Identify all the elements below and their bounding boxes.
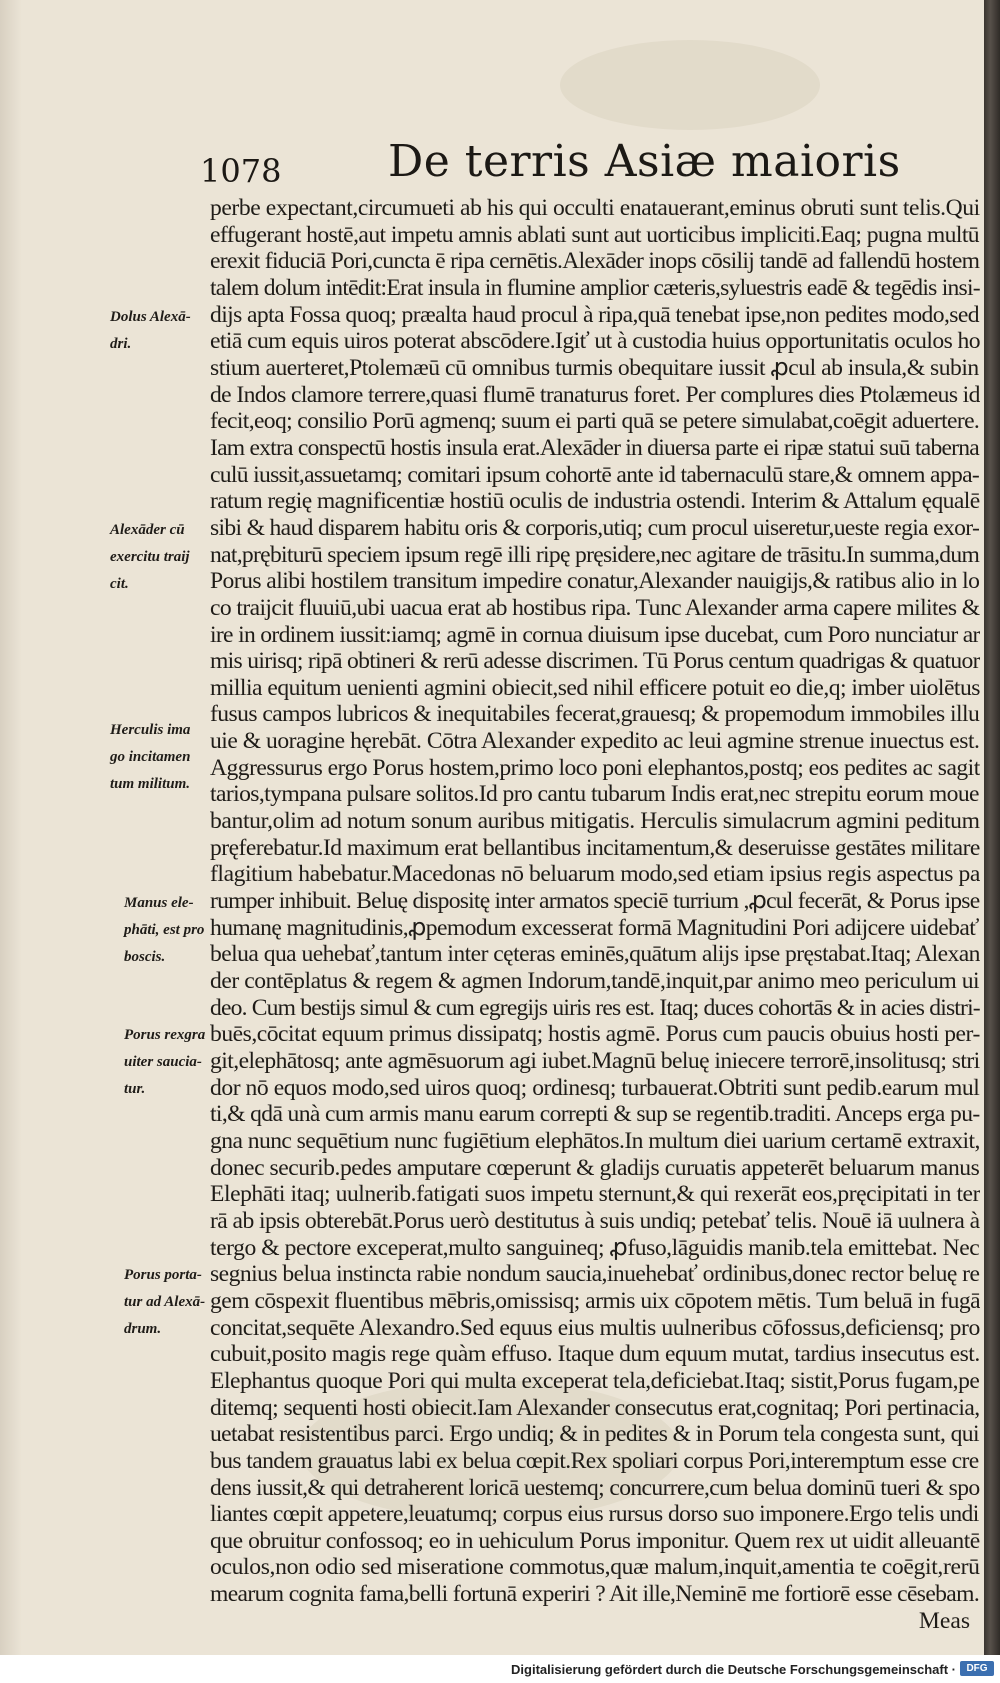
marginal-note-line: tum militum. <box>110 776 191 792</box>
dfg-logo: DFG <box>960 1661 994 1676</box>
text-line: liantes cœpit appetere,leuatumq; corpus eius rursus dorso suo imponere.Ergo telis undi <box>210 1501 979 1528</box>
text-line: dor nō equos modo,sed uiros quoq; ordinesq; turbauerat.Obtriti sunt pedib.earum mul <box>210 1074 980 1101</box>
marginal-note-dolus <box>110 304 208 358</box>
text-line: segnius belua instincta rabie nondum saucia,inuehebať ordinibus,donec rector beluę re <box>210 1261 980 1288</box>
marginal-note-line: tur. <box>124 1081 146 1097</box>
text-line: rā ab ipsis obterebāt.Porus uerò destitutus à suis undiq; petebať telis. Nouē iā uulnera à <box>210 1207 980 1234</box>
page-gutter-shadow <box>0 0 22 1655</box>
text-line: Porus alibi hostilem transitum impedire conatur,Alexander nauigijs,& ratibus alio in lo <box>210 568 980 595</box>
text-line: bus tandem grauatus labi ex belua cœpit.Rex spoliari corpus Pori,interemptum esse cre <box>210 1447 979 1474</box>
text-line: git,elephātosq; ante agmēsuorum agi iubet.Magnū beluę iniecere terrorē,insolitusq; stri <box>210 1048 980 1074</box>
text-line: de Indos clamore terrere,quasi flumē tranaturus foret. Per complures dies Ptolæmeus id <box>210 381 980 408</box>
text-line: Elephantus quoque Pori qui multa exceperat tela,deficiebat.Itaq; sistit,Porus fugam,pe <box>210 1367 980 1394</box>
text-line: ditemq; sequenti hosti obiecit.Iam Alexander consecutus erat,cognitaq; Pori pertinacia, <box>210 1394 980 1421</box>
text-line: talem dolum intēdit:Erat insula in flumine amplior cæteris,syluestris eadē & tegēdis insi- <box>210 274 980 301</box>
text-line: stium auerteret,Ptolemæū cū omnibus turmis obequitare iussit ꝓcul ab insula,& subin <box>210 354 979 381</box>
marginal-note-line: drum. <box>124 1321 162 1337</box>
marginal-note-line: Alexāder cū <box>110 522 185 538</box>
marginal-note-porus-portatur <box>124 1262 222 1343</box>
text-line: uie & uoragine hęrebāt. Cōtra Alexander expedito ac leui agmine strenue inuectus est. <box>210 728 980 755</box>
text-line: mis uirisq; ripā obtineri & rerū adesse discrimen. Tū Porus centum quadrigas & quatuor <box>210 648 980 675</box>
text-line: fusus campos lubricos & inequitabiles fecerat,grauesq; & propemodum immobiles illu <box>210 701 980 728</box>
text-line: etiā cum equis uiros poterat abscōdere.Igiť ut à custodia huius opportunitatis oculos ho <box>210 328 980 355</box>
text-line: bantur,olim ad notum sonum auribus mitigatis. Herculis simulacrum agmini peditum <box>210 808 980 835</box>
text-line: der contēplatus & regem & agmen Indorum,tandē,inquit,par animo meo periculum ui <box>210 968 980 995</box>
text-line: co traijcit fluuiū,ubi uacua erat ab hostibus ripa. Tunc Alexander arma capere milites & <box>210 594 980 621</box>
text-line: Aggressurus ergo Porus hostem,primo loco poni elephantos,postq; eos pedites ac sagit <box>210 754 980 781</box>
text-line: culū iussit,assuetamq; comitari ipsum cohortē ante id tabernaculū stare,& omnem appa- <box>210 461 980 488</box>
text-line: pręferebatur.Id maximum erat bellantibus incitamentum,& deseruisse gestātes militare <box>210 834 980 861</box>
marginal-note-manus <box>124 890 222 971</box>
text-line: Iam extra conspectū hostis insula erat.Alexāder in diuersa parte ei ripæ statui suū taberna <box>210 434 979 461</box>
marginal-note-line: tur ad Alexā- <box>124 1294 206 1310</box>
text-line: tarios,tympana pulsare solitos.Id pro cantu tubarum Indis erat,nec strepitu eorum moue <box>210 781 979 808</box>
text-line: ire in ordinem iussit:iamq; agmē in cornua diuisum ipse ducebat, cum Poro nunciatur ar <box>210 621 980 648</box>
marginal-note-herculis <box>110 717 208 798</box>
text-line: ratum regię magnificentiæ hostiū oculis de industria ostendi. Interim & Attalum ęqualē <box>210 488 980 515</box>
text-line: tergo & pectore exceperat,multo sanguineq; ꝓfuso,lāguidis manib.tela emittebat. Nec <box>210 1234 980 1261</box>
marginal-note-line: Porus porta- <box>124 1267 202 1283</box>
text-line: gem cōspexit fluentibus mēbris,omissisq; armis uix cōpotem mētis. Tum beluā in fugā <box>210 1287 980 1314</box>
marginal-note-line: Herculis ima <box>110 722 191 738</box>
text-line: gna nunc sequētium nunc fugiētium elephātos.In multum diei uarium certamē extraxit, <box>210 1127 980 1154</box>
text-line: deo. Cum bestijs simul & cum egregijs uiris res est. Itaq; duces cohortās & in acies distri- <box>210 994 980 1021</box>
paper-stain <box>560 40 820 130</box>
text-line: buēs,cōcitat equum primus dissipatq; hostis agmē. Porus cum paucis obuius hosti per- <box>210 1021 980 1048</box>
text-line: dijs apta Fossa quoq; præalta haud procul à ripa,quā tenebat ipse,non pedites modo,sed <box>210 301 979 328</box>
digitization-credit: Digitalisierung gefördert durch die Deutsche Forschungsgemeinschaft · <box>511 1662 956 1677</box>
text-line: perbe expectant,circumueti ab his qui occulti enatauerant,eminus obruti sunt telis.Qui <box>210 195 980 221</box>
main-text-block <box>210 195 980 1634</box>
book-edge <box>984 0 1000 1655</box>
text-line: flagitium habebatur.Macedonas nō beluarum modo,sed etiam ipsius regis aspectus pa <box>210 861 980 888</box>
text-line: cubuit,posito magis rege quàm effuso. Itaque dum equum mutat, tardius insecutus est. <box>210 1341 980 1368</box>
text-line: nat,prębiturū speciem ipsum regē illi ripę pręsidere,nec agitare de trāsitu.In summa,dum <box>210 541 980 568</box>
page-number: 1078 <box>200 152 282 190</box>
text-line: dens iussit,& qui detraherent loricā uestemq; concurrere,cum belua dominū tueri & spo <box>210 1474 980 1501</box>
text-line: oculos,non odio sed miseratione commotus,quæ malum,inquit,amentia te coēgit,rerū <box>210 1554 980 1581</box>
text-line: rumper inhibuit. Beluę dispositę inter armatos speciē turrium ,ꝓcul fecerāt, & Porus ipse <box>210 888 980 915</box>
text-line: uetabat resistentibus parci. Ergo undiq; & in pedites & in Porum tela congesta sunt, qui <box>210 1421 979 1448</box>
text-line: millia equitum uenienti agmini obiecit,sed nihil efficere potuit eo die,q; imber uiolētus <box>210 674 980 701</box>
marginal-note-line: exercitu traij <box>110 549 190 565</box>
text-line: belua qua uehebať,tantum inter cęteras eminēs,quātum alijs ipse pręstabat.Itaq; Alexan <box>210 941 980 968</box>
text-line: Elephāti itaq; uulnerib.fatigati suos impetu sternunt,& qui rexerāt eos,pręcipitati in ter <box>210 1181 980 1208</box>
footer-bar <box>0 1655 1000 1683</box>
marginal-note-porus-sauciatur <box>124 1022 222 1103</box>
text-line: Meas <box>918 1607 970 1634</box>
text-line: que obruitur confossoq; eo in uehiculum Porus imponitur. Quem rex ut uidit alleuantē <box>210 1527 980 1554</box>
text-line: donec securib.pedes amputare cœperunt & gladijs curuatis appeterēt beluarum manus <box>210 1154 980 1181</box>
text-line: effugerant hostē,aut impetu amnis ablati sunt aut uorticibus impliciti.Eaq; pugna multū <box>210 221 980 248</box>
text-line: ti,& qdā unà cum armis manu earum correpti & sup se regentib.traditi. Anceps erga pu- <box>210 1101 980 1128</box>
marginal-note-line: phāti, est pro <box>124 922 205 938</box>
marginal-note-line: dri. <box>110 336 132 352</box>
text-line: humanę magnitudinis,ꝓpemodum excesserat formā Magnitudini Pori adijcere uidebať <box>210 914 979 941</box>
marginal-note-line: cit. <box>110 576 129 592</box>
marginal-note-line: uiter saucia- <box>124 1054 202 1070</box>
text-line: concitat,sequēte Alexandro.Sed equus eius multis uulneribus cōfossus,deficiensq; pro <box>210 1314 980 1341</box>
text-line: mearum cognita fama,belli fortunā experiri ? Ait ille,Neminē me fortiorē esse cēsebam. <box>210 1581 980 1608</box>
marginal-note-line: Dolus Alexā- <box>110 309 191 325</box>
marginal-note-line: Manus ele- <box>124 895 194 911</box>
marginal-note-traijcit <box>110 517 208 598</box>
page-header <box>200 132 920 196</box>
text-line: sibi & haud disparem habitu oris & corporis,utiq; cum procul uiseretur,ueste regia exor- <box>210 514 980 541</box>
running-title: De terris Asiæ maioris <box>388 136 901 187</box>
marginal-note-line: boscis. <box>124 949 166 965</box>
marginal-note-line: Porus rexgra <box>124 1027 206 1043</box>
text-line: erexit fiduciā Pori,cuncta ē ripa cernētis.Alexāder inops cōsilij tandē ad fallendū hostem <box>210 248 980 275</box>
marginal-note-line: go incitamen <box>110 749 191 765</box>
text-line: fecit,eoq; consilio Porū agmenq; suum ei parti quā se petere simulabat,coēgit aduertere. <box>210 408 980 435</box>
